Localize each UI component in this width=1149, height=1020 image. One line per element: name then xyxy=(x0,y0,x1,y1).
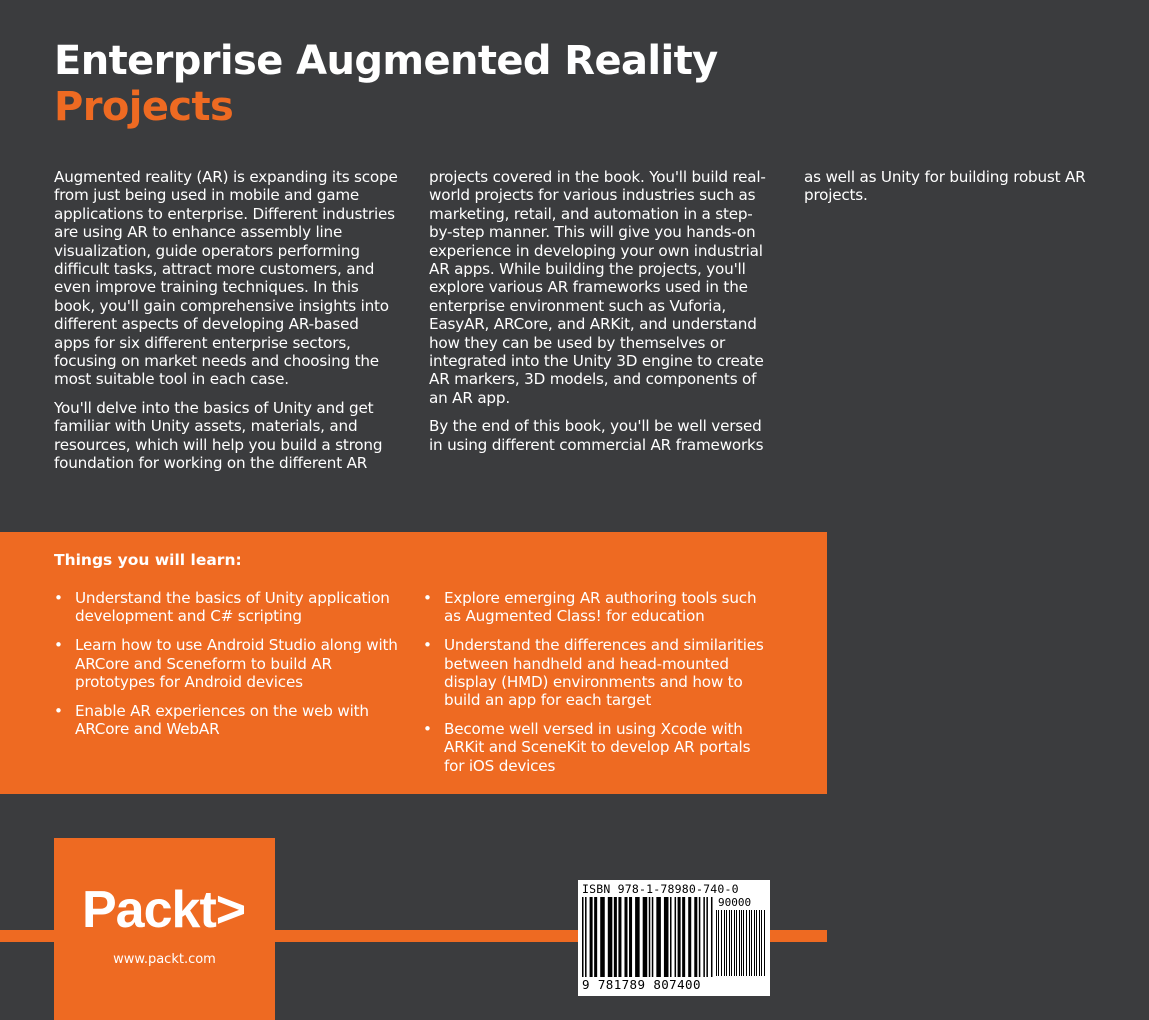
barcode-bar xyxy=(635,897,640,977)
learn-item-text: Understand the differences and similarities between handheld and head-mounted display (HMD) environments and how to build an app for each target xyxy=(444,636,764,710)
barcode-bar xyxy=(736,910,737,976)
barcode-bar xyxy=(703,897,705,977)
bullet-icon: • xyxy=(54,589,63,607)
barcode-bar xyxy=(585,897,587,977)
barcode-addon-bars-icon xyxy=(716,910,766,976)
barcode-bar xyxy=(749,910,750,976)
learn-item-text: Learn how to use Android Studio along with ARCore and Sceneform to build AR prototypes for Android devices xyxy=(75,636,398,691)
barcode-bar xyxy=(656,897,661,977)
barcode-bar xyxy=(699,897,701,977)
publisher-url: www.packt.com xyxy=(113,952,216,967)
isbn-barcode xyxy=(578,880,770,996)
learn-item xyxy=(423,636,773,709)
description-paragraph-2: You'll delve into the basics of Unity and get familiar with Unity assets, materials, and resources, which will help you build a strong foundation for working on the different AR projects covered in the book. You'll build real-world projects for various industries such as marketing, retail, and automation in a step-by-step manner. This will give you hands-on experience in developing your own industrial AR apps. While building the projects, you'll explore various AR frameworks used in the enterprise environment such as Vuforia, EasyAR, ARCore, and ARKit, and understand how they can be used by themselves or integrated into the Unity 3D engine to create AR markers, 3D models, and components of an AR app. xyxy=(54,168,766,473)
book-title-line2: Projects xyxy=(54,84,234,130)
barcode-bar xyxy=(670,897,672,977)
book-description xyxy=(54,168,1086,490)
barcode-bar xyxy=(761,910,762,976)
description-paragraph-1: Augmented reality (AR) is expanding its scope from just being used in mobile and game applications to enterprise. Different industries are using AR to enhance assembly line visualization, guide operators performing difficult tasks, attract more customers, and even improve training techniques. In this book, you'll gain comprehensive insights into different aspects of developing AR-based apps for six different enterprise sectors, focusing on market needs and choosing the most suitable tool in each case. xyxy=(54,168,398,389)
bullet-icon: • xyxy=(423,720,432,739)
isbn-number: ISBN 978-1-78980-740-0 xyxy=(582,882,739,896)
bullet-icon: • xyxy=(54,702,63,721)
learn-list-right xyxy=(423,589,773,786)
barcode-bar xyxy=(594,897,597,977)
barcode-bar xyxy=(756,910,757,976)
learn-item xyxy=(54,589,399,625)
bullet-icon: • xyxy=(423,636,432,655)
barcode-bar xyxy=(649,897,651,977)
barcode-bar xyxy=(711,897,713,977)
barcode-bar xyxy=(624,897,627,977)
barcode-bar xyxy=(614,897,617,977)
barcode-bar xyxy=(618,897,621,977)
barcode-bar xyxy=(664,897,669,977)
barcode-bar xyxy=(726,910,727,976)
learn-item xyxy=(54,636,399,691)
barcode-bar xyxy=(629,897,632,977)
barcode-bar xyxy=(608,897,613,977)
learn-list-left xyxy=(54,589,399,749)
bullet-icon: • xyxy=(423,589,432,607)
barcode-bar xyxy=(764,910,765,976)
barcode-bar xyxy=(741,910,742,976)
bullet-icon: • xyxy=(54,636,63,655)
barcode-bar xyxy=(652,897,654,977)
learn-item-text: Enable AR experiences on the web with ARCore and WebAR xyxy=(75,702,369,739)
barcode-bar xyxy=(721,910,722,976)
ean-number: 9 781789 807400 xyxy=(582,977,701,992)
barcode-bar xyxy=(694,897,697,977)
barcode-bar xyxy=(743,910,744,976)
barcode-bar xyxy=(590,897,593,977)
learn-heading: Things you will learn: xyxy=(54,551,242,569)
barcode-bar xyxy=(724,910,725,976)
learn-item-text: Explore emerging AR authoring tools such as Augmented Class! for education xyxy=(444,589,757,626)
barcode-bar xyxy=(682,897,685,977)
barcode-bar xyxy=(675,897,677,977)
barcode-bar xyxy=(729,910,730,976)
barcode-bars-icon xyxy=(582,897,714,977)
barcode-bar xyxy=(706,897,708,977)
learn-item-text: Understand the basics of Unity application development and C# scripting xyxy=(75,589,390,626)
barcode-bar xyxy=(678,897,681,977)
barcode-bar xyxy=(751,910,752,976)
barcode-bar xyxy=(582,897,584,977)
barcode-bar xyxy=(746,910,747,976)
barcode-bar xyxy=(759,910,760,976)
barcode-bar xyxy=(643,897,648,977)
learn-item xyxy=(423,720,773,775)
barcode-bar xyxy=(739,910,740,976)
learn-item xyxy=(423,589,773,625)
barcode-bar xyxy=(600,897,605,977)
publisher-logo: Packt> xyxy=(82,881,246,939)
barcode-bar xyxy=(754,910,755,976)
book-title xyxy=(54,38,718,130)
book-title-line1: Enterprise Augmented Reality xyxy=(54,38,718,84)
barcode-bar xyxy=(734,910,735,976)
barcode-addon-number: 90000 xyxy=(718,896,752,909)
barcode-bar xyxy=(731,910,732,976)
barcode-bar xyxy=(718,910,719,976)
learn-item xyxy=(54,702,399,738)
barcode-bar xyxy=(688,897,691,977)
barcode-bar xyxy=(716,910,717,976)
description-paragraph-3: By the end of this book, you'll be well versed in using different commercial AR frameworks as well as Unity for building robust AR projects. xyxy=(429,168,1086,454)
learn-item-text: Become well versed in using Xcode with ARKit and SceneKit to develop AR portals for iOS devices xyxy=(444,720,751,775)
